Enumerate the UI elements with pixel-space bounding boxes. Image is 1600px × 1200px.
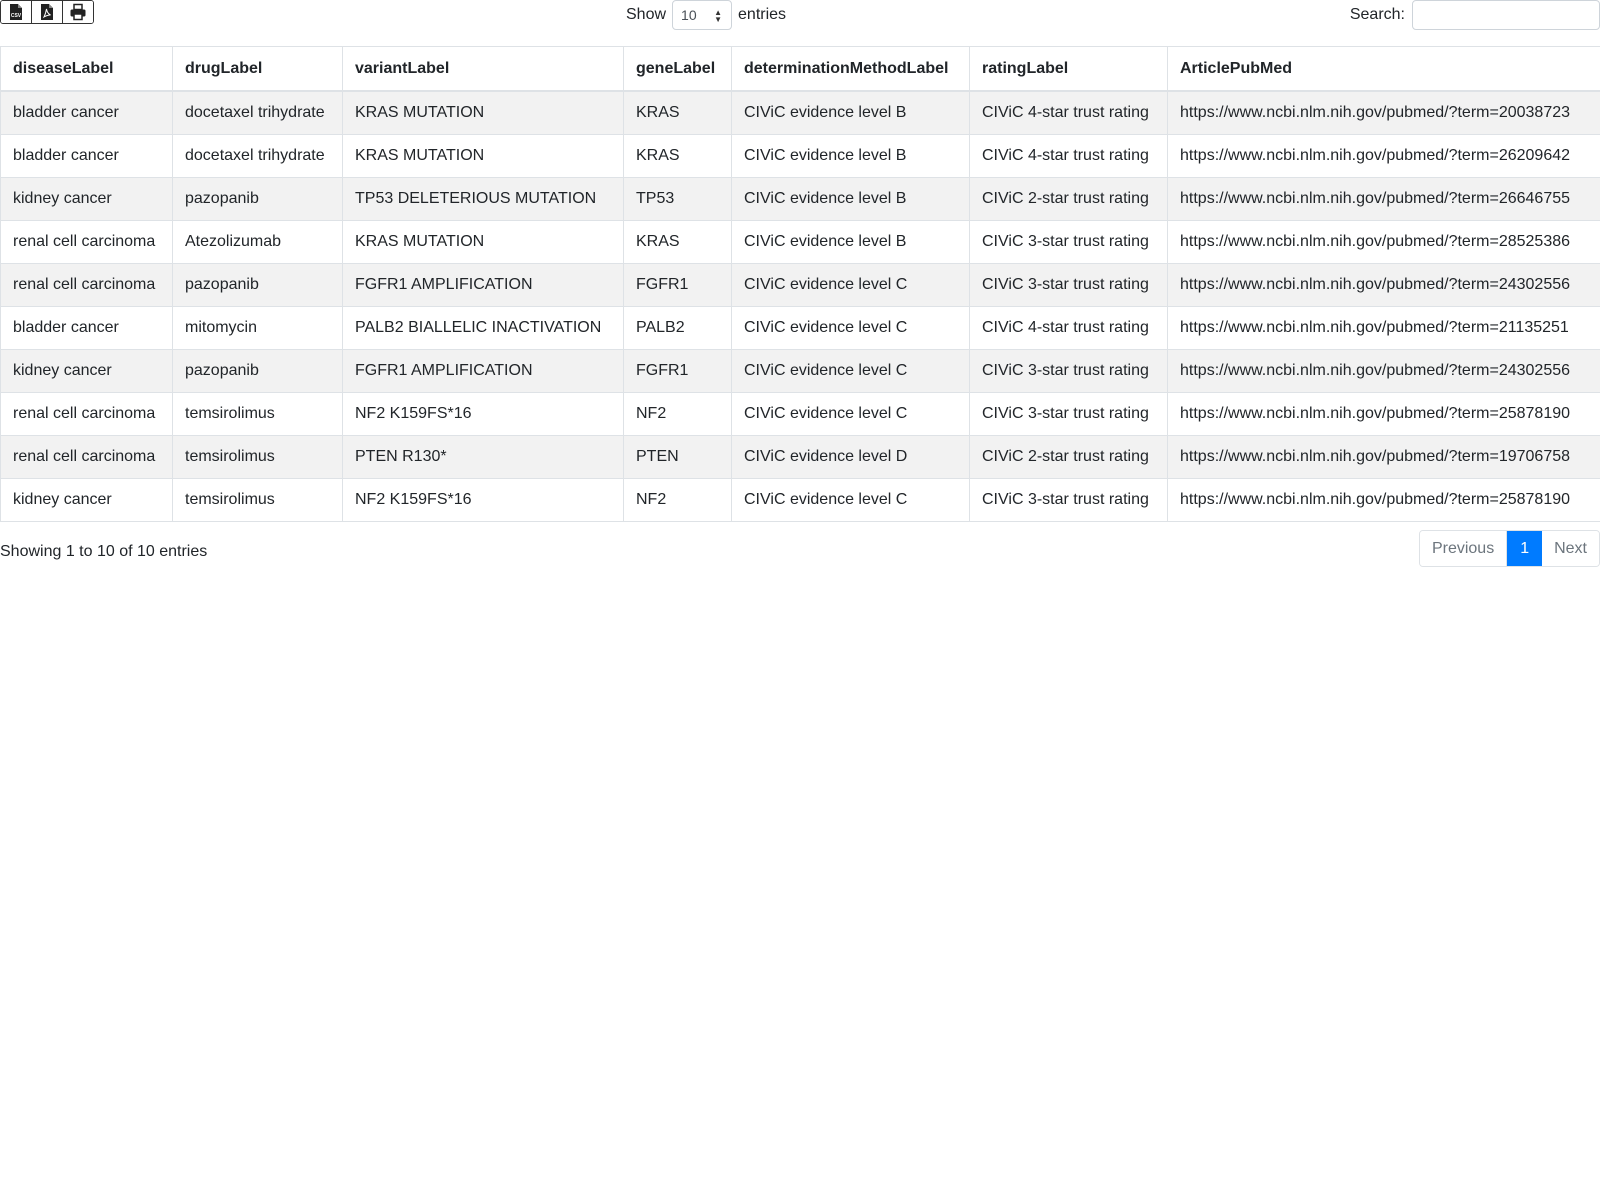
- column-header-drugLabel[interactable]: drugLabel: [173, 47, 343, 92]
- cell-drugLabel: pazopanib: [173, 350, 343, 393]
- cell-geneLabel: KRAS: [624, 221, 732, 264]
- pagination: [1419, 530, 1600, 567]
- table-row: [1, 91, 1600, 135]
- table-info: Showing 1 to 10 of 10 entries: [0, 543, 208, 560]
- cell-ratingLabel: CIViC 3-star trust rating: [970, 393, 1168, 436]
- cell-variantLabel: NF2 K159FS*16: [343, 393, 624, 436]
- cell-ratingLabel: CIViC 2-star trust rating: [970, 178, 1168, 221]
- cell-determinationMethodLabel: CIViC evidence level C: [732, 479, 970, 522]
- cell-geneLabel: FGFR1: [624, 350, 732, 393]
- cell-ratingLabel: CIViC 4-star trust rating: [970, 135, 1168, 178]
- table-row: [1, 350, 1600, 393]
- cell-ArticlePubMed: https://www.ncbi.nlm.nih.gov/pubmed/?term=24302556: [1168, 350, 1600, 393]
- cell-geneLabel: KRAS: [624, 135, 732, 178]
- cell-diseaseLabel: renal cell carcinoma: [1, 264, 173, 307]
- print-button[interactable]: [63, 1, 93, 23]
- table-toolbar: [0, 0, 1600, 46]
- cell-geneLabel: PALB2: [624, 307, 732, 350]
- cell-diseaseLabel: bladder cancer: [1, 307, 173, 350]
- cell-ArticlePubMed: https://www.ncbi.nlm.nih.gov/pubmed/?term=20038723: [1168, 91, 1600, 135]
- table-row: [1, 178, 1600, 221]
- cell-determinationMethodLabel: CIViC evidence level D: [732, 436, 970, 479]
- cell-diseaseLabel: kidney cancer: [1, 178, 173, 221]
- table-body: [1, 91, 1600, 522]
- file-csv-icon: [7, 3, 25, 21]
- column-header-ArticlePubMed[interactable]: ArticlePubMed: [1168, 47, 1600, 92]
- cell-diseaseLabel: kidney cancer: [1, 350, 173, 393]
- cell-drugLabel: mitomycin: [173, 307, 343, 350]
- csv-export-button[interactable]: [1, 1, 32, 23]
- cell-ratingLabel: CIViC 3-star trust rating: [970, 264, 1168, 307]
- cell-geneLabel: NF2: [624, 479, 732, 522]
- table-row: [1, 307, 1600, 350]
- cell-geneLabel: TP53: [624, 178, 732, 221]
- cell-ArticlePubMed: https://www.ncbi.nlm.nih.gov/pubmed/?term=25878190: [1168, 393, 1600, 436]
- next-page-button[interactable]: Next: [1542, 531, 1599, 566]
- cell-drugLabel: temsirolimus: [173, 436, 343, 479]
- results-table: [0, 46, 1600, 522]
- cell-drugLabel: Atezolizumab: [173, 221, 343, 264]
- column-header-determinationMethodLabel[interactable]: determinationMethodLabel: [732, 47, 970, 92]
- cell-variantLabel: KRAS MUTATION: [343, 91, 624, 135]
- cell-ratingLabel: CIViC 3-star trust rating: [970, 221, 1168, 264]
- cell-variantLabel: FGFR1 AMPLIFICATION: [343, 264, 624, 307]
- cell-variantLabel: KRAS MUTATION: [343, 135, 624, 178]
- table-row: [1, 135, 1600, 178]
- cell-diseaseLabel: renal cell carcinoma: [1, 436, 173, 479]
- cell-drugLabel: temsirolimus: [173, 393, 343, 436]
- search-control: [1350, 0, 1600, 30]
- table-header: [1, 47, 1600, 92]
- cell-ratingLabel: CIViC 3-star trust rating: [970, 479, 1168, 522]
- cell-ArticlePubMed: https://www.ncbi.nlm.nih.gov/pubmed/?term=19706758: [1168, 436, 1600, 479]
- cell-variantLabel: TP53 DELETERIOUS MUTATION: [343, 178, 624, 221]
- cell-determinationMethodLabel: CIViC evidence level C: [732, 307, 970, 350]
- cell-ratingLabel: CIViC 3-star trust rating: [970, 350, 1168, 393]
- cell-diseaseLabel: bladder cancer: [1, 135, 173, 178]
- cell-geneLabel: PTEN: [624, 436, 732, 479]
- column-header-variantLabel[interactable]: variantLabel: [343, 47, 624, 92]
- table-row: [1, 221, 1600, 264]
- search-label: Search:: [1349, 6, 1405, 23]
- show-label: Show: [626, 6, 667, 23]
- cell-determinationMethodLabel: CIViC evidence level B: [732, 91, 970, 135]
- column-header-ratingLabel[interactable]: ratingLabel: [970, 47, 1168, 92]
- cell-ArticlePubMed: https://www.ncbi.nlm.nih.gov/pubmed/?term=24302556: [1168, 264, 1600, 307]
- entries-label: entries: [738, 6, 787, 23]
- cell-ratingLabel: CIViC 2-star trust rating: [970, 436, 1168, 479]
- cell-geneLabel: NF2: [624, 393, 732, 436]
- cell-diseaseLabel: renal cell carcinoma: [1, 393, 173, 436]
- previous-page-button[interactable]: Previous: [1420, 531, 1507, 566]
- cell-ArticlePubMed: https://www.ncbi.nlm.nih.gov/pubmed/?term=25878190: [1168, 479, 1600, 522]
- cell-drugLabel: pazopanib: [173, 264, 343, 307]
- cell-diseaseLabel: kidney cancer: [1, 479, 173, 522]
- cell-ArticlePubMed: https://www.ncbi.nlm.nih.gov/pubmed/?term=26646755: [1168, 178, 1600, 221]
- cell-ArticlePubMed: https://www.ncbi.nlm.nih.gov/pubmed/?term=28525386: [1168, 221, 1600, 264]
- cell-variantLabel: KRAS MUTATION: [343, 221, 624, 264]
- cell-variantLabel: FGFR1 AMPLIFICATION: [343, 350, 624, 393]
- print-icon: [69, 3, 87, 21]
- cell-diseaseLabel: bladder cancer: [1, 91, 173, 135]
- cell-ArticlePubMed: https://www.ncbi.nlm.nih.gov/pubmed/?term=21135251: [1168, 307, 1600, 350]
- cell-determinationMethodLabel: CIViC evidence level C: [732, 350, 970, 393]
- cell-drugLabel: docetaxel trihydrate: [173, 135, 343, 178]
- page-length-select[interactable]: [672, 0, 732, 30]
- cell-ratingLabel: CIViC 4-star trust rating: [970, 91, 1168, 135]
- file-pdf-icon: [38, 3, 56, 21]
- page-1-button[interactable]: 1: [1507, 531, 1542, 566]
- cell-diseaseLabel: renal cell carcinoma: [1, 221, 173, 264]
- cell-determinationMethodLabel: CIViC evidence level C: [732, 264, 970, 307]
- column-header-diseaseLabel[interactable]: diseaseLabel: [1, 47, 173, 92]
- cell-ArticlePubMed: https://www.ncbi.nlm.nih.gov/pubmed/?term=26209642: [1168, 135, 1600, 178]
- header-row: [1, 47, 1600, 92]
- cell-determinationMethodLabel: CIViC evidence level C: [732, 393, 970, 436]
- cell-variantLabel: PTEN R130*: [343, 436, 624, 479]
- table-row: [1, 479, 1600, 522]
- page-length-control: [626, 0, 786, 30]
- cell-drugLabel: pazopanib: [173, 178, 343, 221]
- select-arrows-icon: ▲ ▼: [714, 8, 723, 24]
- pdf-export-button[interactable]: [32, 1, 63, 23]
- table-row: [1, 436, 1600, 479]
- table-row: [1, 264, 1600, 307]
- cell-determinationMethodLabel: CIViC evidence level B: [732, 221, 970, 264]
- column-header-geneLabel[interactable]: geneLabel: [624, 47, 732, 92]
- cell-variantLabel: NF2 K159FS*16: [343, 479, 624, 522]
- cell-drugLabel: docetaxel trihydrate: [173, 91, 343, 135]
- page-length-value: 10: [681, 7, 697, 23]
- cell-geneLabel: FGFR1: [624, 264, 732, 307]
- export-button-group: [0, 0, 94, 24]
- search-input[interactable]: [1412, 0, 1600, 30]
- cell-determinationMethodLabel: CIViC evidence level B: [732, 178, 970, 221]
- cell-ratingLabel: CIViC 4-star trust rating: [970, 307, 1168, 350]
- cell-variantLabel: PALB2 BIALLELIC INACTIVATION: [343, 307, 624, 350]
- cell-determinationMethodLabel: CIViC evidence level B: [732, 135, 970, 178]
- cell-drugLabel: temsirolimus: [173, 479, 343, 522]
- cell-geneLabel: KRAS: [624, 91, 732, 135]
- table-row: [1, 393, 1600, 436]
- svg-text:CSV: CSV: [10, 13, 22, 19]
